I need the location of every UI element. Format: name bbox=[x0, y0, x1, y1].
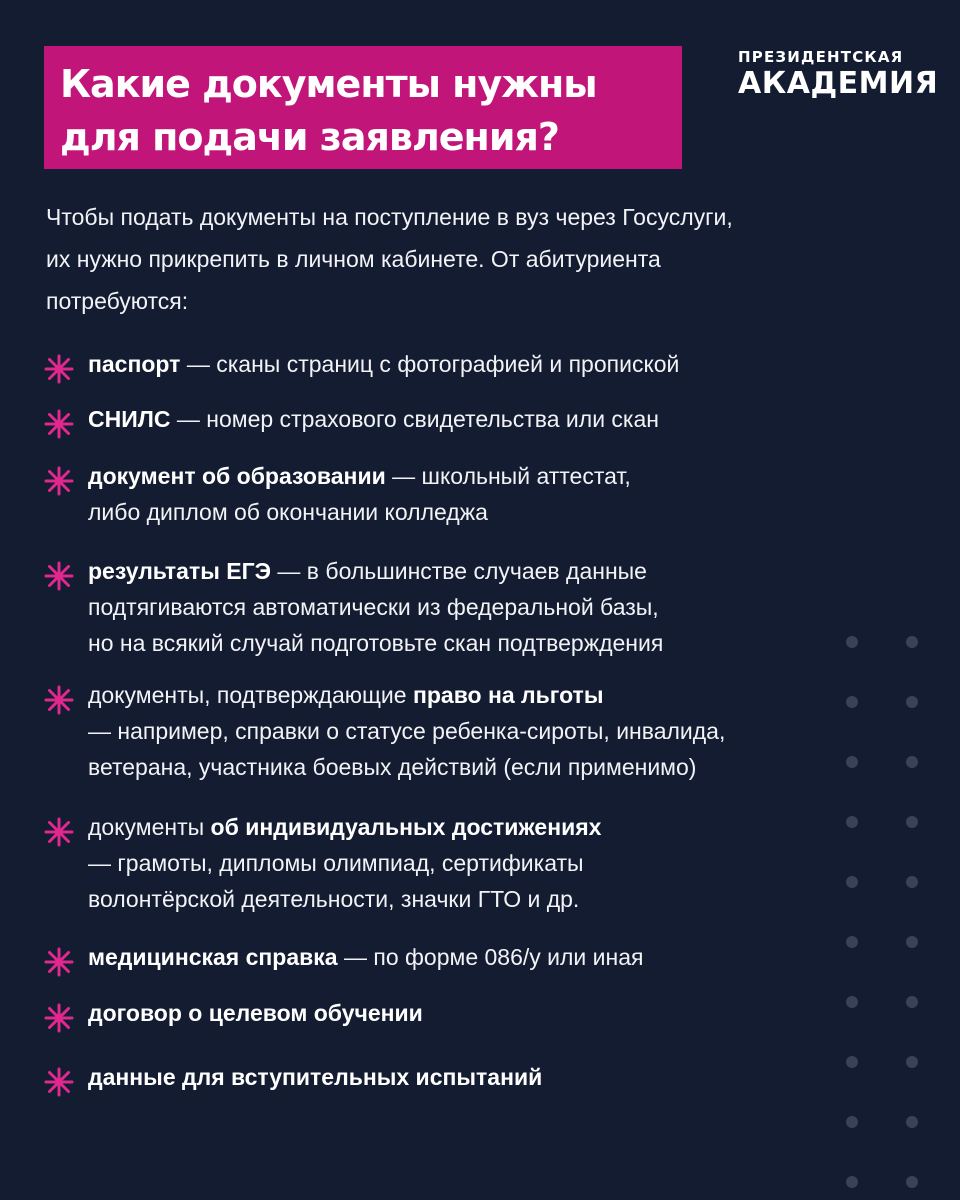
item-line-3: ветерана, участника боевых действий (если применимо) bbox=[88, 754, 697, 780]
item-line-2: подтягиваются автоматически из федеральной базы, bbox=[88, 594, 659, 620]
academy-logo bbox=[738, 47, 939, 103]
item-bold: документ об образовании bbox=[88, 463, 386, 489]
intro-paragraph bbox=[46, 196, 906, 322]
item-bold: договор о целевом обучении bbox=[88, 1000, 423, 1026]
decorative-dot bbox=[906, 1176, 918, 1188]
item-text: документы bbox=[88, 814, 211, 840]
decorative-dot bbox=[906, 636, 918, 648]
item-line-2: — например, справки о статусе ребенка-сироты, инвалида, bbox=[88, 718, 726, 744]
list-item-snils bbox=[44, 401, 894, 437]
list-item-achievements bbox=[44, 809, 894, 917]
list-item-passport bbox=[44, 346, 894, 382]
decorative-dot bbox=[906, 1116, 918, 1128]
item-bold: право на льготы bbox=[412, 682, 604, 708]
item-bold: результаты ЕГЭ bbox=[88, 558, 272, 584]
decorative-dot bbox=[846, 1116, 858, 1128]
decorative-dot bbox=[906, 996, 918, 1008]
asterisk-icon bbox=[44, 466, 74, 496]
item-text: — номер страхового свидетельства или скан bbox=[170, 406, 659, 432]
list-item-target-contract bbox=[44, 995, 894, 1031]
item-bold: СНИЛС bbox=[88, 406, 171, 432]
item-bold: медицинская справка bbox=[88, 944, 338, 970]
decorative-dot bbox=[906, 756, 918, 768]
intro-line: их нужно прикрепить в личном кабинете. От абитуриента bbox=[46, 246, 661, 272]
asterisk-icon bbox=[44, 685, 74, 715]
decorative-dot bbox=[846, 1176, 858, 1188]
item-line-2: либо диплом об окончании колледжа bbox=[88, 499, 488, 525]
intro-line: Чтобы подать документы на поступление в вуз через Госуслуги, bbox=[46, 204, 733, 230]
decorative-dot bbox=[906, 936, 918, 948]
logo-top-text: ПРЕЗИДЕНТСКАЯ bbox=[738, 48, 904, 66]
decorative-dot bbox=[906, 876, 918, 888]
list-item-exams bbox=[44, 1059, 894, 1095]
page-title-line-1: Какие документы нужны bbox=[60, 62, 597, 106]
item-text: — школьный аттестат, bbox=[385, 463, 631, 489]
asterisk-icon bbox=[44, 1003, 74, 1033]
item-bold: об индивидуальных достижениях bbox=[210, 814, 602, 840]
intro-line: потребуются: bbox=[46, 288, 189, 314]
asterisk-icon bbox=[44, 354, 74, 384]
item-bold: данные для вступительных испытаний bbox=[88, 1064, 543, 1090]
asterisk-icon bbox=[44, 817, 74, 847]
item-text: — сканы страниц с фотографией и пропиской bbox=[180, 351, 680, 377]
item-line-2: — грамоты, дипломы олимпиад, сертификаты bbox=[88, 850, 584, 876]
asterisk-icon bbox=[44, 561, 74, 591]
list-item-education bbox=[44, 458, 894, 530]
item-line-3: волонтёрской деятельности, значки ГТО и др. bbox=[88, 886, 580, 912]
item-text: документы, подтверждающие bbox=[88, 682, 413, 708]
logo-bottom-text: АКАДЕМИЯ bbox=[738, 66, 939, 101]
asterisk-icon bbox=[44, 1067, 74, 1097]
decorative-dot bbox=[906, 1056, 918, 1068]
page-title-line-2: для подачи заявления? bbox=[60, 115, 559, 159]
list-item-ege bbox=[44, 553, 894, 661]
list-item-medical bbox=[44, 939, 894, 975]
title-banner bbox=[44, 46, 682, 169]
item-text: — по форме 086/у или иная bbox=[337, 944, 644, 970]
decorative-dot bbox=[906, 816, 918, 828]
item-line-3: но на всякий случай подготовьте скан подтверждения bbox=[88, 630, 664, 656]
item-bold: паспорт bbox=[88, 351, 181, 377]
decorative-dot bbox=[906, 696, 918, 708]
asterisk-icon bbox=[44, 947, 74, 977]
asterisk-icon bbox=[44, 409, 74, 439]
list-item-benefits bbox=[44, 677, 894, 785]
item-text: — в большинстве случаев данные bbox=[271, 558, 647, 584]
